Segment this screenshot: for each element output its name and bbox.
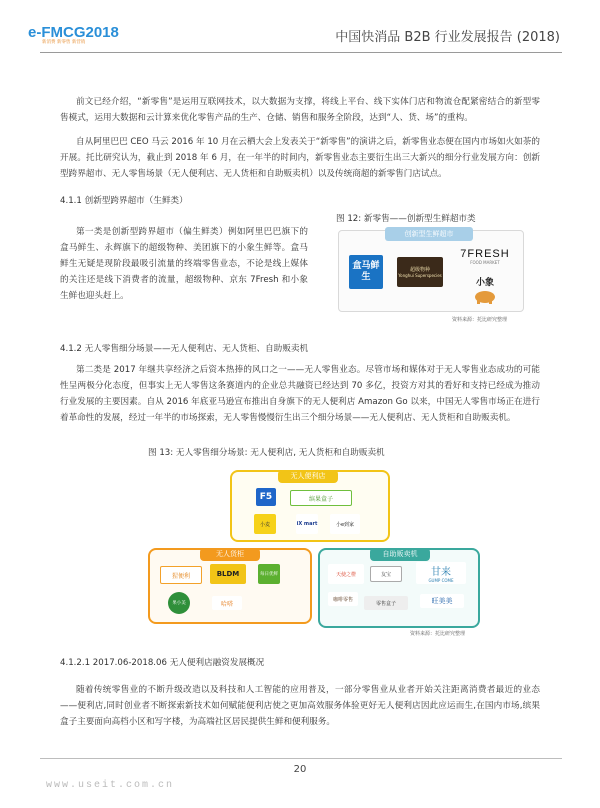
header-divider <box>40 52 562 53</box>
bingobox-logo: 缤果盒子 <box>290 490 352 506</box>
xingbianli-logo: 猩便利 <box>160 566 202 584</box>
unmanned-store-panel <box>230 470 390 542</box>
xiaoe-logo: 小e到家 <box>330 514 360 534</box>
7fresh-name: 7FRESH <box>460 247 510 260</box>
ganlai-logo <box>416 562 466 584</box>
ixmart-logo: iX mart <box>296 514 318 534</box>
ganlai-sub: GUMP COME <box>428 578 454 583</box>
paragraph-fresh-supermarket: 第一类是创新型跨界超市（偏生鲜类）例如阿里巴巴旗下的盒马鲜生、永辉旗下的超级物种、美团旗下的小象生鲜等。盒马鲜生无疑是现阶段最吸引流量的终端零售业态，不论是线上媒体的关注还是线下消费者的流量，超级物种、京东 7Fresh 和小象生鲜也迎头赶上。 <box>60 227 308 301</box>
report-logo <box>28 22 138 48</box>
figure-13-caption: 图 13: 无人零售细分场景: 无人便利店, 无人货柜和自助贩卖机 <box>148 448 385 458</box>
section-heading-4-1-1: 4.1.1 创新型跨界超市（生鲜类） <box>60 196 188 206</box>
watermark: www.useit.com.cn <box>46 780 175 791</box>
page-number: 20 <box>293 764 307 775</box>
wangmeimei-logo: 旺美美 <box>420 594 464 608</box>
youbao-logo: 友宝 <box>370 566 402 582</box>
section-heading-4-1-2: 4.1.2 无人零售细分场景——无人便利店、无人货柜、自助贩卖机 <box>60 344 309 354</box>
elephant-icon <box>472 288 498 304</box>
superspecies-name: 超级物种 <box>409 267 430 273</box>
vending-machine-panel <box>318 548 480 628</box>
section-heading-4-1-2-1: 4.1.2.1 2017.06-2018.06 无人便利店融资发展概况 <box>60 658 265 668</box>
unmanned-store-badge: 无人便利店 <box>278 470 338 483</box>
paragraph-intro: 前文已经介绍，“新零售”是运用互联网技术，以大数据为支撑，将线上平台、线下实体门店和物流仓配紧密结合的新型零售模式，运用大数据和云计算来优化零售产品的生产、仓储、销售和服务全阶段，达到“人、货、场”的重构。 <box>60 97 540 123</box>
xiaoxiang-logo <box>463 271 507 307</box>
hema-logo: 盒马鲜生 <box>349 255 383 289</box>
superspecies-sub: Yonghui Superspecies <box>398 273 442 278</box>
unmanned-shelf-panel <box>148 548 312 624</box>
superspecies-logo <box>397 257 443 287</box>
xiaoxiang-name: 小象 <box>475 277 494 288</box>
7fresh-logo <box>457 245 513 267</box>
meiri-logo: 每日优鲜 <box>258 564 280 584</box>
kafei-logo: 咖啡零售 <box>328 592 358 606</box>
figure-12-badge: 创新型生鲜超市 <box>385 227 473 241</box>
paragraph-convenience-store: 随着传统零售业的不断升级改造以及科技和人工智能的应用普及，一部分零售业从业者开始关注距离消费者最近的业态——便利店,同时创业者不断探索新技术如何赋能便利店使之更加高效服务体验更好无人便利店因此应运而生,在国内市场,缤果盒子主要面向高档小区和写字楼，为高端社区居民提供生鲜和便利服务。 <box>60 685 540 727</box>
paragraph-background: 自从阿里巴巴 CEO 马云 2016 年 10 月在云栖大会上发表关于“新零售”的演讲之后，新零售业态便在国内市场如火如荼的开展。托比研究认为，截止到 2018 年 6 月，在一年半的时间内，新零售业态主要衍生出三大新兴的细分行业发展方向：创新型跨界超市、无人零售场景（无人便利店、无人货柜和自助贩卖机）以及传统商超的新零售门店试点。 <box>60 137 540 179</box>
figure-13-source: 资料来源：托比研究整理 <box>410 631 466 637</box>
figure-12-source: 资料来源：托比研究整理 <box>452 317 508 323</box>
logo-text: e-FMCG2018 <box>28 24 119 41</box>
vending-machine-badge: 自助贩卖机 <box>370 548 430 561</box>
figure-12-caption: 图 12: 新零售——创新型生鲜超市类 <box>336 214 476 224</box>
goldfruit-logo: 果小美 <box>168 592 190 614</box>
xiaomai-logo: 小麦 <box>254 514 276 534</box>
footer-divider <box>40 758 562 759</box>
lingshouhezi-logo: 零售盒子 <box>364 596 408 610</box>
paragraph-unmanned-retail: 第二类是 2017 年继共享经济之后资本热捧的风口之一——无人零售业态。尽管市场和媒体对于无人零售业态成功的可能性呈两极分化态度，但事实上无人零售这条赛道内的企业总共融资已经达到 70 多亿，投资方对其的看好和支持已经成为推动行业发展的主要因素。自从 2016 年底亚马逊宣布推出自身旗下的无人便利店 Amazon Go 以来，中国无人零售市场正在进行着革命性的发展，经过一年半的市场探索，无人零售慢慢衍生出三个细分场景——无人便利店、无人货柜和自助贩卖机。 <box>60 365 540 423</box>
haojia-logo: 哈嗒 <box>212 596 242 610</box>
unmanned-shelf-badge: 无人货柜 <box>200 548 260 561</box>
bldm-logo: BLDM <box>210 564 246 584</box>
report-title: 中国快消品 B2B 行业发展报告 (2018) <box>335 30 560 45</box>
tianshizhicheng-logo: 天使之橙 <box>328 564 364 584</box>
logo-subtitle: 新消费 新零售 新营销 <box>42 40 86 45</box>
figure-12-panel <box>338 230 524 312</box>
7fresh-sub: FOOD MARKET <box>470 259 500 265</box>
f5-logo: F5 <box>256 488 276 506</box>
ganlai-name: 甘来 <box>431 567 451 578</box>
